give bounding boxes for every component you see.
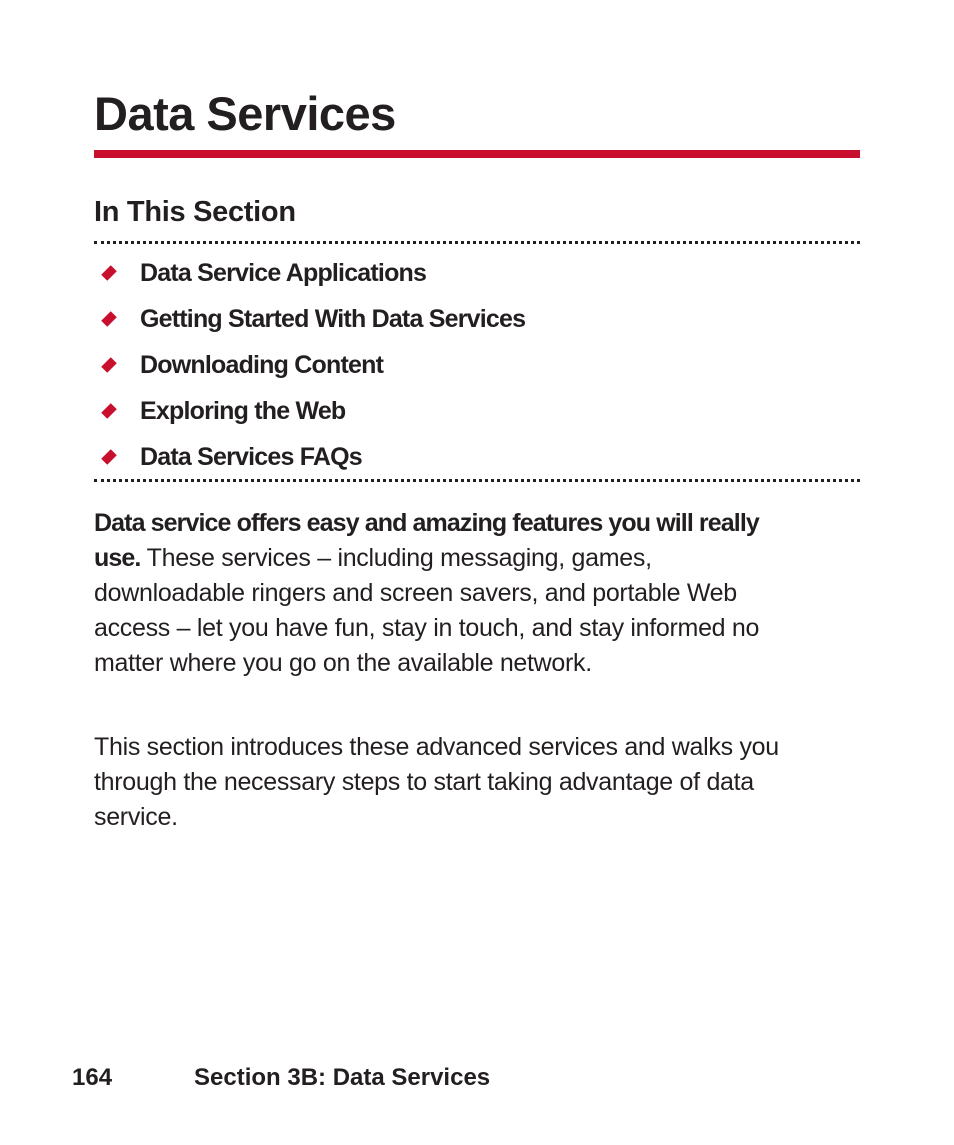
- dotted-divider-top: [94, 241, 860, 244]
- diamond-icon: [101, 357, 117, 373]
- toc-item-label: Downloading Content: [140, 351, 384, 379]
- list-item: [94, 250, 854, 296]
- footer-section-label: Section 3B: Data Services: [194, 1064, 491, 1091]
- page-footer: [72, 1062, 490, 1094]
- intro-paragraph: [94, 506, 794, 681]
- intro-body: These services – including messaging, games, downloadable ringers and screen savers, and portable Web access – let you have fun, stay in touch, and stay informed no matter where you go on the available network.: [94, 544, 760, 677]
- page-title: Data Services: [94, 87, 396, 140]
- toc-item-label: Data Service Applications: [140, 259, 427, 287]
- toc-item-label: Getting Started With Data Services: [140, 305, 526, 333]
- list-item: [94, 434, 854, 480]
- diamond-icon: [101, 311, 117, 327]
- list-item: [94, 296, 854, 342]
- section-heading: In This Section: [94, 196, 296, 228]
- page-number: 164: [72, 1064, 113, 1091]
- list-item: [94, 388, 854, 434]
- dotted-divider-bottom: [94, 479, 860, 482]
- section-contents-list: [94, 250, 854, 480]
- diamond-icon: [101, 449, 117, 465]
- toc-item-label: Exploring the Web: [140, 397, 346, 425]
- toc-item-label: Data Services FAQs: [140, 443, 362, 471]
- overview-paragraph: This section introduces these advanced services and walks you through the necessary steps to start taking advantage of data service.: [94, 733, 779, 831]
- list-item: [94, 342, 854, 388]
- intro-lead: Data service offers easy and amazing features you will really use.: [94, 509, 759, 572]
- diamond-icon: [101, 403, 117, 419]
- title-rule: [94, 150, 860, 158]
- diamond-icon: [101, 265, 117, 281]
